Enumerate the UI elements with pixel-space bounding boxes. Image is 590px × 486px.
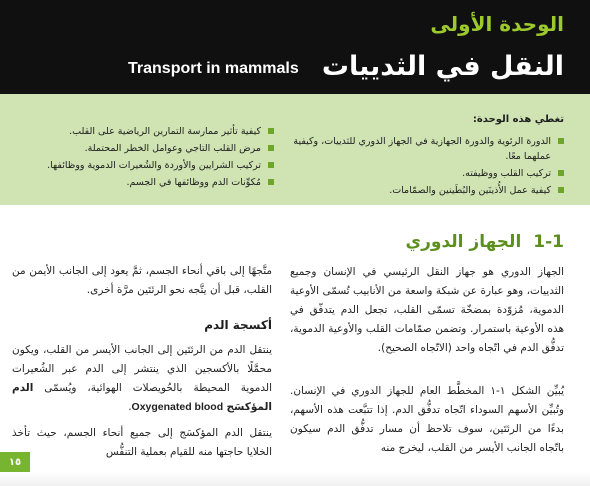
objective-item: كيفية عمل الأُذينَين والبُطَينين والصمّامات. xyxy=(289,183,564,198)
square-bullet-icon xyxy=(268,179,274,185)
square-bullet-icon xyxy=(558,170,564,176)
objective-item: مُكوِّنات الدم ووظائفها في الجسم. xyxy=(14,175,274,190)
paragraph-figure-description: يُبيِّن الشكل ١-١ المخطَّط العام للجهاز الدوري في الإنسان. وتُبيِّن الأسهم السوداء اتّجاه تدفُّق الدم. إذا تتبَّعت هذه الأسهم، بدءًا من الرئتَين، سوف تلاحظ أن مسار تدفُّق الدم سيكون باتّجاه الجانب الأيسر من القلب، ليخرج منه xyxy=(290,385,564,454)
subheading-oxygenation: أكسجة الدم xyxy=(204,318,272,332)
objectives-list-left xyxy=(14,124,274,192)
square-bullet-icon xyxy=(558,187,564,193)
square-bullet-icon xyxy=(268,128,274,134)
square-bullet-icon xyxy=(268,145,274,151)
term-oxygenated-blood-ar: الدم المؤكسَج xyxy=(12,382,272,413)
square-bullet-icon xyxy=(268,162,274,168)
paragraph-oxygenated-transport: ينتقل الدم المؤكسَج إلى جميع أنحاء الجسم، حيث تأخذ الخلايا حاجتها منه للقيام بعملية التنفُّس xyxy=(12,427,272,458)
page-bottom-shade xyxy=(0,472,590,486)
paragraph-circulatory-intro: الجهاز الدوري هو جهاز النقل الرئيسي في الإنسان وجميع الثدييات، وهو عبارة عن شبكة واسعة من الأنابيب تُسمّى الأوعية الدموية، مُزوّدة بمضخّة تسمّى القلب، تجعل الدم يتدفّق في هذه الأوعية باستمرار. وتضمن صمّامات القلب والأوعية الدموية، تدفُّق الدم في اتّجاه واحد (الاتّجاه الصحيح). xyxy=(290,266,564,354)
objective-item: كيفية تأثير ممارسة التمارين الرياضية على القلب. xyxy=(14,124,274,139)
term-oxygenated-blood-en: Oxygenated blood xyxy=(131,401,224,413)
objectives-box xyxy=(0,94,590,205)
unit-title: الوحدة الأولى xyxy=(430,12,564,36)
page-number: ١٥ xyxy=(0,452,30,474)
section-title: الجهاز الدوري xyxy=(405,232,522,252)
objective-item: مرض القلب التاجي وعوامل الخطر المحتملة. xyxy=(14,141,274,156)
objective-item: الدورة الرئوية والدورة الجهازية في الجهاز الدوري للثدييات، وكيفية عملهما معًا. xyxy=(289,134,564,164)
objectives-list-right xyxy=(289,134,564,200)
paragraph-oxygenation: ينتقل الدم من الرئتَين إلى الجانب الأيسر من القلب، ويكون محمَّلًا بالأكسجين الذي ينتشر إلى الدم عبر الشُعيرات الدموية المحيطة بالحُويصلات الهوائية، ويُسمّى الدم المؤكسَج Oxygenated blood. xyxy=(12,344,273,413)
paragraph-continuation: متَّجهًا إلى باقي أنحاء الجسم، ثمَّ يعود إلى الجانب الأيمن من القلب، قبل أن يتَّجه نحو الرئتَين مرَّة أخرى. xyxy=(12,265,272,296)
objective-item: تركيب القلب ووظيفته. xyxy=(289,166,564,181)
objective-item: تركيب الشرايين والأوردة والشُعيرات الدموية ووظائفها. xyxy=(14,158,274,173)
section-heading xyxy=(406,232,564,252)
section-number: 1-1 xyxy=(533,232,564,252)
chapter-title-arabic: النقل في الثدييات xyxy=(321,51,564,82)
chapter-header xyxy=(0,0,590,94)
chapter-title-english: Transport in mammals xyxy=(128,60,299,77)
objectives-heading: تغطي هذه الوحدة: xyxy=(472,114,564,125)
square-bullet-icon xyxy=(558,138,564,144)
